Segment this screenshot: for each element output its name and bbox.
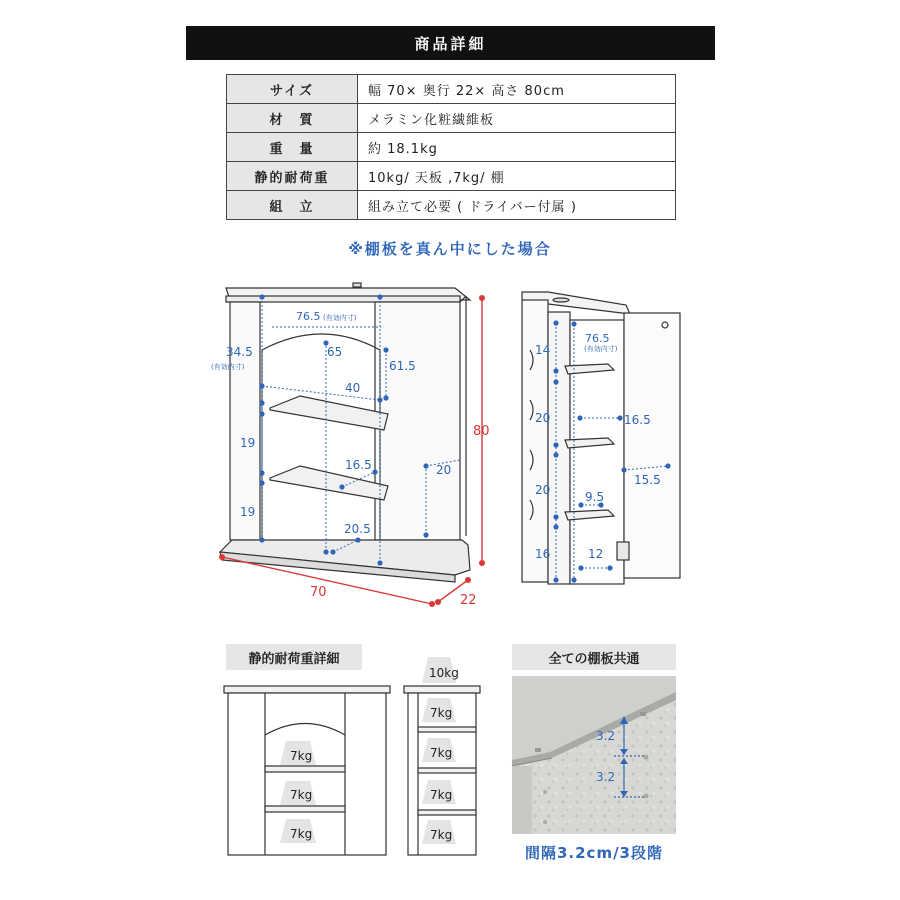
spec-key: 重 量 [227, 133, 358, 162]
side-top-label: 14 [535, 343, 551, 357]
shelf-center-note: ※棚板を真ん中にした場合 [348, 240, 552, 258]
side-low-shelf-label: 9.5 [585, 490, 605, 504]
spec-key: 静的耐荷重 [227, 162, 358, 191]
side-bottom-label: 16 [535, 547, 551, 561]
section-header: 商品詳細 [186, 26, 715, 60]
front-arch-height-label: 65 [327, 345, 343, 359]
front-width-label: 70 [310, 585, 327, 600]
spec-value: 約 18.1kg [358, 133, 676, 162]
front-bottom-depth-label: 20.5 [344, 522, 371, 536]
front-left-mid-label: 19 [240, 436, 256, 450]
side-shelf-depth-label: 16.5 [624, 413, 651, 427]
front-inner-width-note: (有効内寸) [323, 314, 357, 322]
side-mid2-label: 20 [535, 483, 551, 497]
front-left-top-note: (有効内寸) [211, 363, 245, 371]
spec-value: 10kg/ 天板 ,7kg/ 棚 [358, 162, 676, 191]
front-left-bottom-label: 19 [240, 505, 256, 519]
peg-gap2-label: 3.2 [596, 770, 616, 784]
shelf-load-label: 7kg [430, 746, 453, 760]
front-depth-label: 22 [460, 593, 477, 608]
front-shelf-width-label: 40 [345, 381, 361, 395]
side-bottom-gap-label: 12 [588, 547, 604, 561]
shelf-load-label: 7kg [290, 788, 313, 802]
front-shelf-depth-label: 16.5 [345, 458, 372, 472]
spec-key: 組 立 [227, 191, 358, 220]
peg-gap1-label: 3.2 [596, 729, 616, 743]
spec-key: サイズ [227, 75, 358, 104]
spec-key: 材 質 [227, 104, 358, 133]
front-inner-width-label: 76.5 [296, 310, 321, 323]
side-door-depth-label: 15.5 [634, 473, 661, 487]
shelf-load-label: 7kg [430, 706, 453, 720]
front-height-label: 80 [473, 424, 490, 439]
shelf-load-label: 7kg [290, 749, 313, 763]
shelf-peg-photo [512, 676, 676, 834]
side-inner-height-note: (有効内寸) [584, 345, 618, 353]
spec-value: メラミン化粧繊維板 [358, 104, 676, 133]
shelf-interval-caption: 間隔3.2cm/3段階 [524, 844, 663, 862]
front-left-top-label: 34.5 [226, 345, 253, 359]
side-mid1-label: 20 [535, 411, 551, 425]
side-inner-height-label: 76.5 [585, 332, 610, 345]
shelf-load-label: 7kg [430, 828, 453, 842]
front-right-height-label: 61.5 [389, 359, 416, 373]
front-side-depth-label: 20 [436, 463, 452, 477]
load-section-title: 静的耐荷重詳細 [226, 644, 362, 670]
front-view [220, 283, 470, 582]
spec-value: 幅 70× 奥行 22× 高さ 80cm [358, 75, 676, 104]
spec-value: 組み立て必要 ( ドライバー付属 ) [358, 191, 676, 220]
shelf-load-label: 7kg [290, 827, 313, 841]
shelf-load-label: 7kg [430, 788, 453, 802]
top-load-label: 10kg [429, 666, 459, 680]
shelf-section-title: 全ての棚板共通 [512, 644, 676, 670]
